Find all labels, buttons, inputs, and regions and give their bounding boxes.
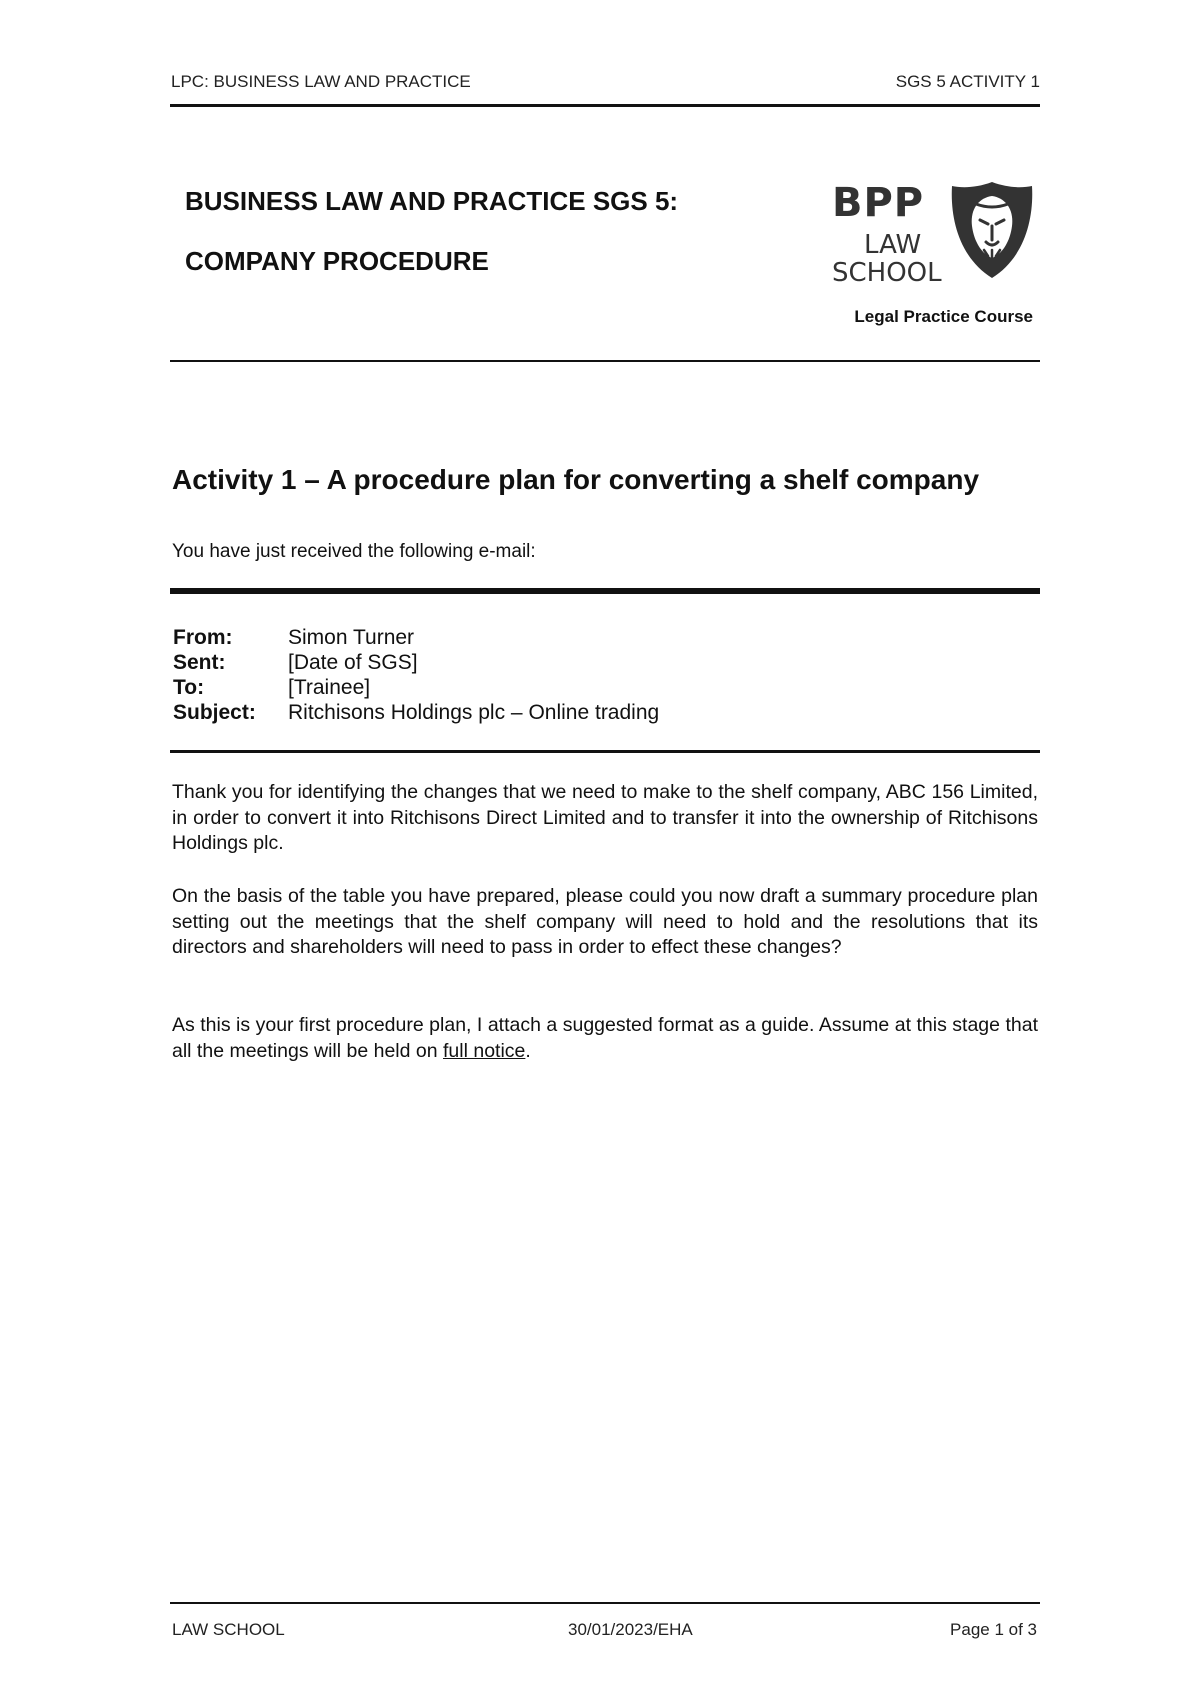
footer-rule (170, 1602, 1040, 1604)
para3-text: As this is your first procedure plan, I attach a suggested format as a guide. Assume at this stage that all the meetings will be held on (172, 1014, 1038, 1062)
logo-brand-text: BPP (832, 180, 925, 226)
from-value: Simon Turner (288, 626, 415, 649)
full-notice-underlined: full notice (443, 1039, 526, 1062)
title-line-2: COMPANY PROCEDURE (185, 246, 489, 276)
email-header-block (173, 625, 659, 725)
to-label: To: (173, 676, 205, 699)
body-paragraph-2: On the basis of the table you have prepared, please could you now draft a summary procedure plan setting out the meetings that the shelf company will need to hold and the resolutions that its directors and shareholders will need to pass in order to effect these changes? (172, 885, 1038, 958)
sent-value: [Date of SGS] (288, 651, 418, 674)
header-rule (170, 104, 1040, 107)
title-block-rule (170, 360, 1040, 362)
sent-label: Sent: (173, 651, 226, 674)
course-label: Legal Practice Course (854, 307, 1033, 326)
header-right-text: SGS 5 ACTIVITY 1 (895, 72, 1040, 91)
email-sent-row (173, 650, 659, 675)
email-top-rule (170, 588, 1040, 594)
activity-heading: Activity 1 – A procedure plan for converting a shelf company (172, 464, 980, 495)
footer-reference: 30/01/2023/EHA (568, 1620, 693, 1639)
email-from-row (173, 625, 659, 650)
email-subject-row (173, 700, 659, 725)
to-value: [Trainee] (288, 676, 371, 699)
title-line-1: BUSINESS LAW AND PRACTICE SGS 5: (185, 186, 679, 216)
footer-page-number: Page 1 of 3 (950, 1620, 1037, 1639)
from-label: From: (173, 626, 233, 649)
footer-left-text: LAW SCHOOL (172, 1620, 285, 1639)
bpp-logo (832, 180, 1032, 290)
body-paragraph-1: Thank you for identifying the changes that we need to make to the shelf company, ABC 156 Limited, in order to convert it into Ritchisons Direct Limited and to transfer it into the ownership of Ritchisons Holdings plc. (172, 781, 1038, 854)
body-paragraph-3 (172, 1013, 1038, 1064)
email-to-row (173, 675, 659, 700)
subject-value: Ritchisons Holdings plc – Online trading (288, 701, 660, 724)
activity-intro: You have just received the following e-mail: (172, 541, 536, 562)
lion-shield-icon (950, 180, 1034, 280)
logo-school-text: SCHOOL (832, 258, 942, 288)
para3-end: . (525, 1039, 531, 1062)
subject-label: Subject: (173, 701, 256, 724)
email-bottom-rule (170, 750, 1040, 753)
header-left-text: LPC: BUSINESS LAW AND PRACTICE (171, 72, 471, 91)
logo-law-text: LAW (864, 230, 922, 260)
